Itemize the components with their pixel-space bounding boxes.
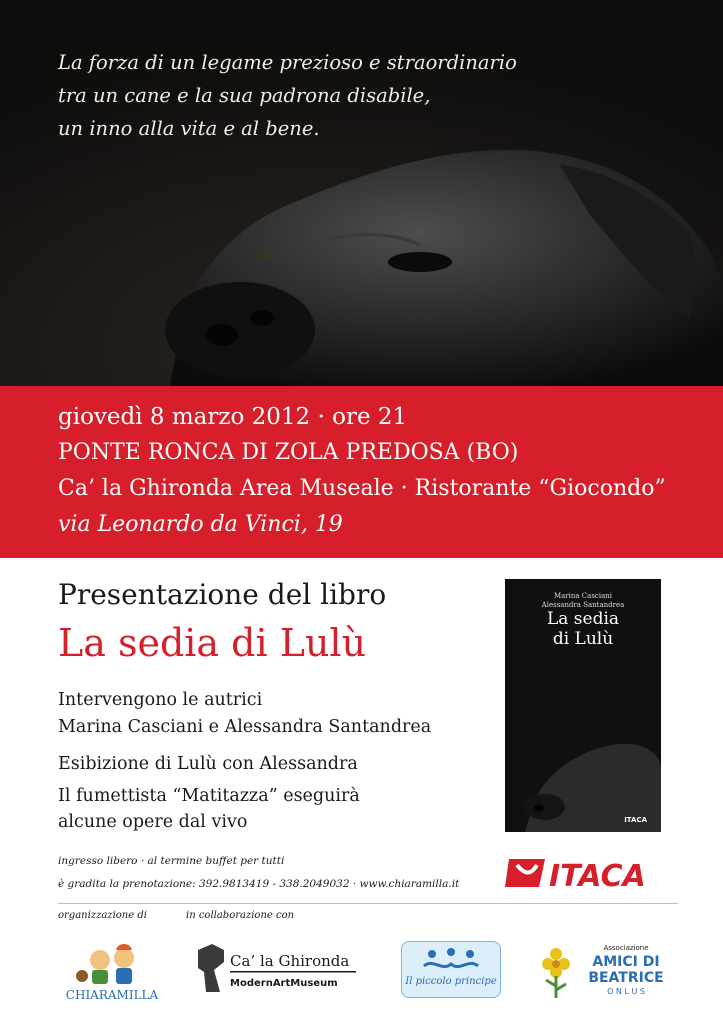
amici-beatrice-logo (538, 940, 678, 1000)
chiaramilla-mark (52, 942, 172, 1002)
cover-dog-image (505, 579, 661, 832)
event-venue: Ca’ la Ghironda Area Museale · Ristorante “Giocondo” (58, 476, 666, 501)
collaboration-label: in collaborazione con (186, 910, 295, 921)
cover-title-line: La sedia (546, 609, 620, 629)
tagline-line: un inno alla vita e al bene. (58, 117, 320, 140)
tagline-line: tra un cane e la sua padrona disabile, (58, 84, 431, 107)
detail-line: Il fumettista “Matitazza” eseguirà (58, 786, 360, 806)
cover-author: Marina Casciani (553, 592, 613, 600)
ghironda-logo (192, 942, 362, 996)
amici-beatrice-mark (538, 940, 678, 1000)
event-address: via Leonardo da Vinci, 19 (58, 512, 343, 537)
amici-line1: AMICI DI (592, 954, 660, 970)
entry-note: ingresso libero · al termine buffet per tutti (58, 855, 285, 867)
tagline (58, 46, 517, 145)
cover-author: Alessandra Santandrea (541, 601, 625, 609)
ghironda-mark (192, 942, 362, 996)
event-date: giovedì 8 marzo 2012 · ore 21 (58, 404, 408, 430)
chiaramilla-text: CHIARAMILLA (65, 988, 159, 1002)
itaca-wordmark: ITACA (549, 859, 646, 893)
event-place: PONTE RONCA DI ZOLA PREDOSA (BO) (58, 440, 519, 465)
hero-photo (0, 0, 723, 386)
cover-title-line: di Lulù (552, 629, 614, 649)
ghironda-name: Ca’ la Ghironda (230, 952, 350, 970)
detail-line: Marina Casciani e Alessandra Santandrea (58, 717, 432, 737)
piccolo-principe-text: Il piccolo principe (405, 976, 497, 987)
tagline-line: La forza di un legame prezioso e straordinario (58, 51, 517, 74)
event-band (0, 386, 723, 558)
amici-association: Associazione (603, 944, 649, 952)
cover-publisher: ITACA (624, 816, 647, 824)
amici-line3: O N L U S (607, 987, 645, 996)
chiaramilla-logo (52, 942, 172, 1002)
book-cover (505, 579, 661, 832)
divider (58, 903, 678, 904)
detail-line: Esibizione di Lulù con Alessandra (58, 754, 358, 774)
ghironda-sub: ModernArtMuseum (230, 978, 338, 989)
piccolo-principe-mark (402, 942, 500, 997)
organizer-label: organizzazione di (58, 910, 147, 921)
presentation-heading: Presentazione del libro (58, 578, 387, 611)
piccolo-principe-logo (401, 941, 501, 998)
amici-line2: BEATRICE (588, 970, 664, 986)
book-title: La sedia di Lulù (58, 621, 367, 665)
itaca-logo (505, 853, 675, 893)
detail-line: alcune opere dal vivo (58, 812, 248, 832)
booking-note: è gradita la prenotazione: 392.9813419 - 338.2049032 · www.chiaramilla.it (58, 878, 460, 890)
detail-line: Intervengono le autrici (58, 690, 263, 710)
